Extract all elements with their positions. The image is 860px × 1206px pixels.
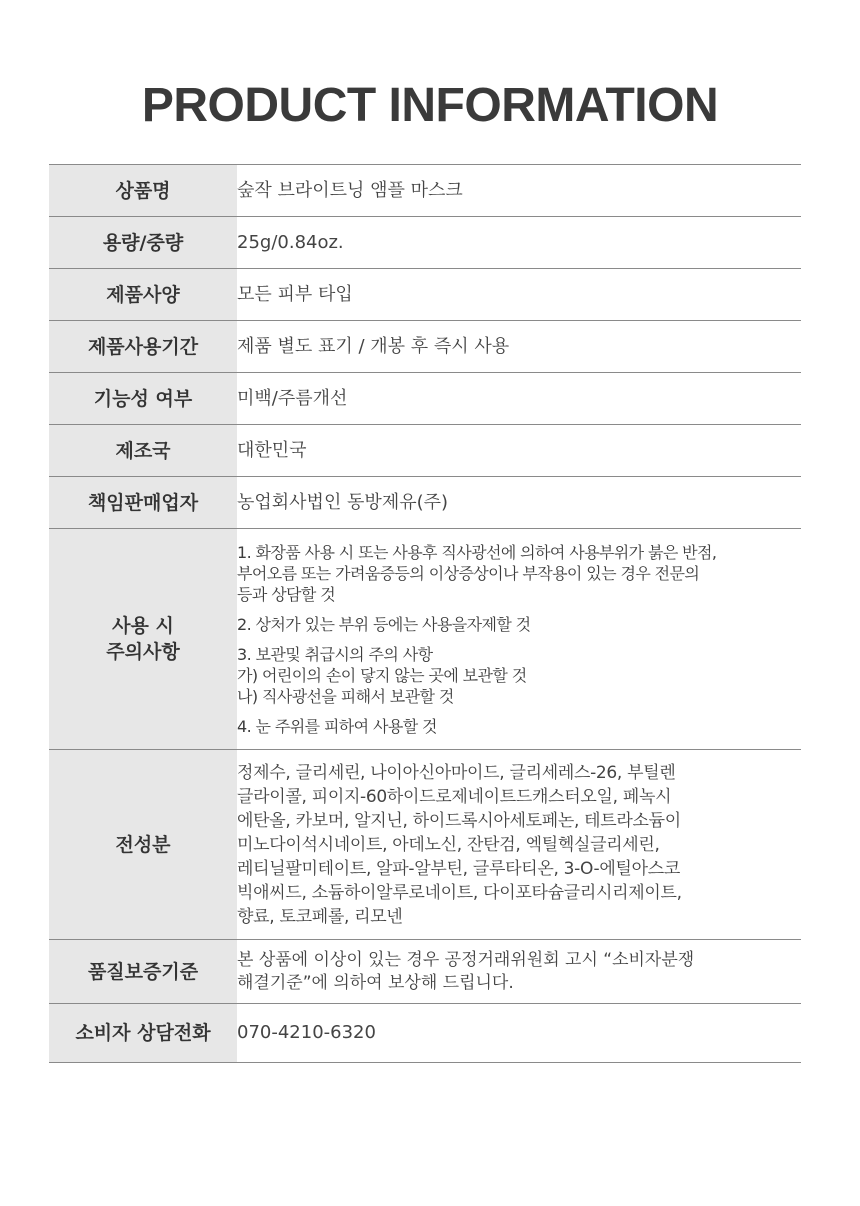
ingredients-line: 에탄올, 카보머, 알지닌, 하이드록시아세토페논, 테트라소듐이 <box>237 811 681 831</box>
row-caution <box>49 529 801 750</box>
row-consumer-phone <box>49 1004 801 1063</box>
row-label: 기능성 여부 <box>49 373 237 425</box>
row-label: 제품사용기간 <box>49 321 237 373</box>
row-seller <box>49 477 801 529</box>
row-quality-standard <box>49 940 801 1004</box>
ingredients-line: 빅애씨드, 소듐하이알루로네이트, 다이포타슘글리시리제이트, <box>237 883 682 903</box>
caution-note-3 <box>237 644 801 707</box>
page-title: PRODUCT INFORMATION <box>141 79 719 132</box>
caution-note-1 <box>237 542 801 605</box>
row-label: 제조국 <box>49 425 237 477</box>
row-functional <box>49 373 801 425</box>
caution-line: 1. 화장품 사용 시 또는 사용후 직사광선에 의하여 사용부위가 붉은 반점, <box>237 543 717 562</box>
product-info-table <box>49 164 801 1063</box>
row-country <box>49 425 801 477</box>
caution-line: 2. 상처가 있는 부위 등에는 사용을자제할 것 <box>237 615 531 634</box>
row-label: 전성분 <box>49 750 237 940</box>
row-label: 품질보증기준 <box>49 940 237 1004</box>
phone-number: 070-4210-6320 <box>237 1004 801 1063</box>
row-value: 모든 피부 타입 <box>237 269 801 321</box>
row-label: 제품사양 <box>49 269 237 321</box>
ingredients-line: 레티닐팔미테이트, 알파-알부틴, 글루타티온, 3-O-에틸아스코 <box>237 859 681 879</box>
caution-note-4 <box>237 716 801 737</box>
ingredients-line: 미노다이석시네이트, 아데노신, 잔탄검, 엑틸헥실글리세린, <box>237 835 660 855</box>
ingredients-line: 정제수, 글리세린, 나이아신아마이드, 글리세레스-26, 부틸렌 <box>237 763 676 783</box>
row-value: 농업회사법인 동방제유(주) <box>237 477 801 529</box>
row-label: 소비자 상담전화 <box>49 1004 237 1063</box>
row-value: 대한민국 <box>237 425 801 477</box>
row-product-name <box>49 165 801 217</box>
row-label: 상품명 <box>49 165 237 217</box>
caution-notes <box>237 529 801 750</box>
row-value: 숲작 브라이트닝 앰플 마스크 <box>237 165 801 217</box>
caution-line: 가) 어린이의 손이 닿지 않는 곳에 보관할 것 <box>237 666 527 685</box>
quality-text <box>237 940 801 1004</box>
row-spec <box>49 269 801 321</box>
caution-line: 3. 보관및 취급시의 주의 사항 <box>237 645 433 664</box>
caution-note-2 <box>237 614 801 635</box>
row-ingredients <box>49 750 801 940</box>
caution-line: 등과 상담할 것 <box>237 585 336 604</box>
caution-line: 나) 직사광선을 피해서 보관할 것 <box>237 687 454 706</box>
quality-line: 해결기준”에 의하여 보상해 드립니다. <box>237 973 514 993</box>
row-usage-period <box>49 321 801 373</box>
ingredients-line: 글라이콜, 피이지-60하이드로제네이트드캐스터오일, 페녹시 <box>237 787 672 807</box>
row-capacity <box>49 217 801 269</box>
ingredients-line: 향료, 토코페롤, 리모넨 <box>237 907 403 927</box>
row-value: 25g/0.84oz. <box>237 217 801 269</box>
row-label: 용량/중량 <box>49 217 237 269</box>
row-label: 책임판매업자 <box>49 477 237 529</box>
row-value: 미백/주름개선 <box>237 373 801 425</box>
ingredients-list <box>237 750 801 940</box>
caution-line: 부어오름 또는 가려움증등의 이상증상이나 부작용이 있는 경우 전문의 <box>237 564 700 583</box>
caution-line: 4. 눈 주위를 피하여 사용할 것 <box>237 717 437 736</box>
row-label: 사용 시 주의사항 <box>49 529 237 750</box>
row-value: 제품 별도 표기 / 개봉 후 즉시 사용 <box>237 321 801 373</box>
quality-line: 본 상품에 이상이 있는 경우 공정거래위원회 고시 “소비자분쟁 <box>237 950 695 970</box>
